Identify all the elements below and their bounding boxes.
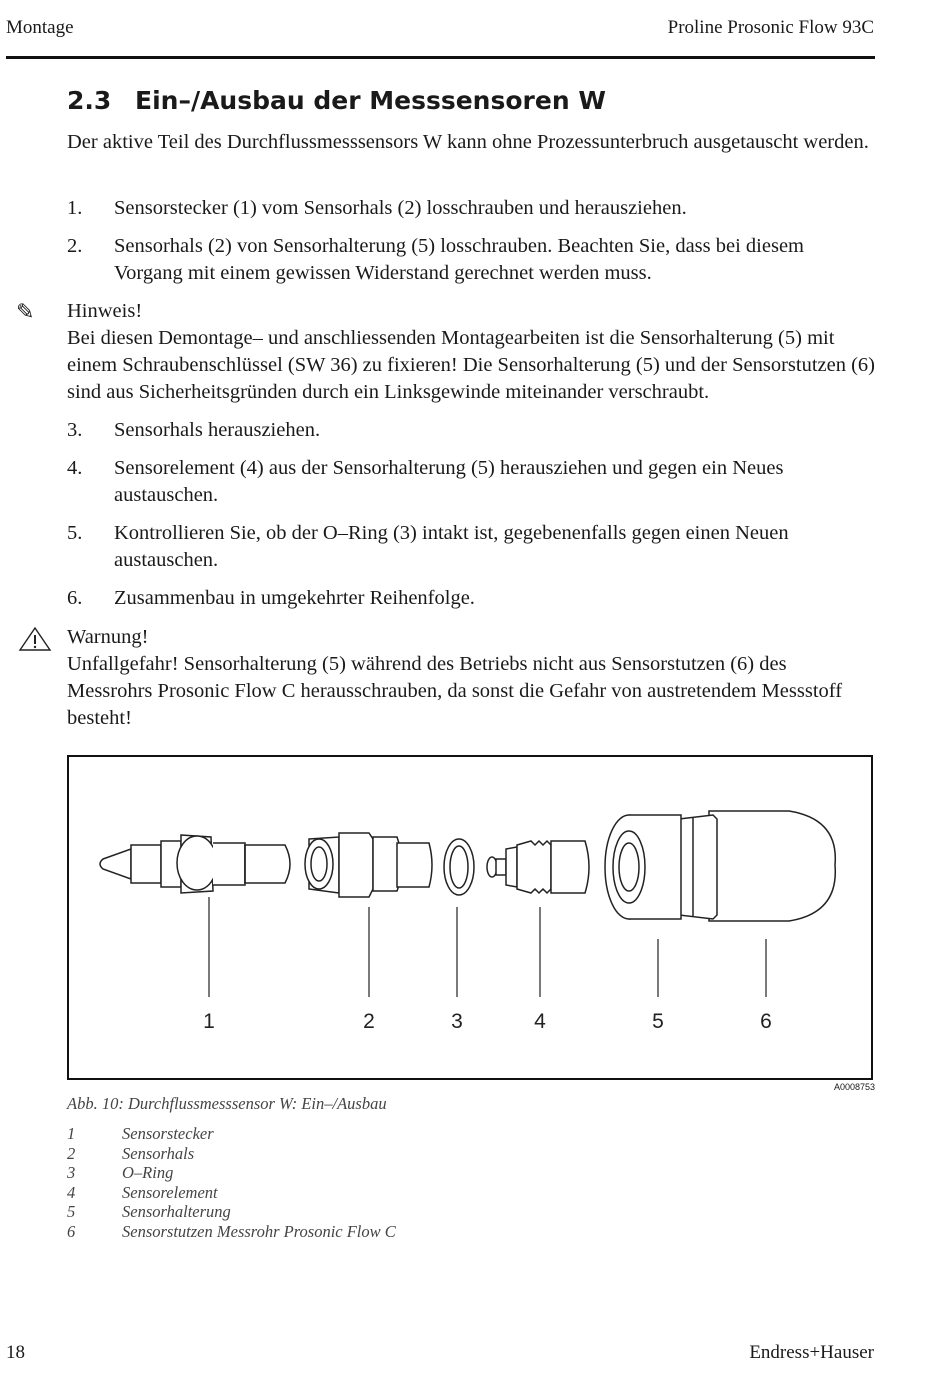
figure-id: A0008753 — [834, 1082, 876, 1092]
step-item — [67, 585, 877, 612]
legend-number: 6 — [67, 1221, 76, 1241]
part-1-sensor-plug — [100, 835, 290, 893]
step-text: Sensorelement (4) aus der Sensorhalterung (5) herausziehen und gegen ein Neues austauschen. — [114, 457, 784, 506]
page-number: 18 — [6, 1342, 25, 1363]
legend-item — [67, 1202, 396, 1222]
legend-text: Sensorstutzen Messrohr Prosonic Flow C — [122, 1221, 396, 1241]
step-number: 3. — [67, 419, 83, 441]
sensor-exploded-drawing — [69, 757, 875, 1082]
step-number: 1. — [67, 197, 83, 219]
brand-name: Endress+Hauser — [749, 1342, 874, 1363]
intro-paragraph: Der aktive Teil des Durchflussmesssensors W kann ohne Prozessunterbruch ausgetauscht werden. — [67, 131, 869, 153]
legend-text: Sensorelement — [122, 1182, 218, 1202]
warning-title: Warnung! — [67, 626, 149, 648]
step-text: Sensorhals herausziehen. — [114, 419, 321, 441]
step-item — [67, 195, 877, 222]
step-text: Zusammenbau in umgekehrter Reihenfolge. — [114, 587, 475, 609]
step-number: 2. — [67, 235, 83, 257]
warning-triangle-icon — [18, 626, 52, 652]
part-2-sensor-neck — [305, 833, 432, 897]
callout-4: 4 — [534, 1010, 546, 1033]
step-item — [67, 455, 877, 509]
step-item — [67, 520, 877, 574]
figure-legend — [67, 1124, 396, 1241]
legend-text: Sensorhalterung — [122, 1202, 231, 1221]
legend-item — [67, 1163, 396, 1183]
callout-3: 3 — [451, 1010, 463, 1033]
legend-text: Sensorstecker — [122, 1124, 214, 1143]
legend-number: 3 — [67, 1163, 76, 1182]
legend-number: 4 — [67, 1182, 76, 1202]
callout-6: 6 — [760, 1010, 772, 1033]
legend-number: 5 — [67, 1202, 76, 1221]
header-rule — [6, 56, 875, 59]
callout-2: 2 — [363, 1010, 375, 1033]
step-number: 6. — [67, 587, 83, 609]
legend-number: 2 — [67, 1143, 76, 1163]
legend-text: O–Ring — [122, 1163, 174, 1182]
legend-item — [67, 1144, 396, 1164]
section-title: Ein–/Ausbau der Messsensoren W — [135, 86, 606, 115]
section-number: 2.3 — [67, 86, 112, 115]
step-text: Kontrollieren Sie, ob der O–Ring (3) intakt ist, gegebenenfalls gegen einen Neuen austauschen. — [114, 522, 789, 571]
step-text: Sensorstecker (1) vom Sensorhals (2) losschrauben und herausziehen. — [114, 197, 687, 219]
sensor-figure — [67, 755, 873, 1080]
warning-text: Unfallgefahr! Sensorhalterung (5) während des Betriebs nicht aus Sensorstutzen (6) des Messrohrs Prosonic Flow C herausschrauben, da sonst die Gefahr von austretendem Messstoff besteht! — [67, 653, 843, 729]
part-4-sensor-element — [487, 841, 589, 893]
step-number: 4. — [67, 457, 83, 479]
legend-text: Sensorhals — [122, 1143, 195, 1163]
steps-list-a — [67, 195, 877, 298]
callout-5: 5 — [652, 1010, 664, 1033]
pencil-icon: ✎ — [16, 299, 35, 324]
note-title: Hinweis! — [67, 300, 143, 322]
legend-number: 1 — [67, 1124, 76, 1143]
callout-1: 1 — [203, 1010, 215, 1033]
note-text: Bei diesen Demontage– und anschliessenden Montagearbeiten ist die Sensorhalterung (5) mit einem Schraubenschlüssel (SW 36) zu fixieren! Die Sensorhalterung (5) und der Sensorstutzen (6) sind aus Sicherheitsgründen durch ein Linksgewinde miteinander verschraubt. — [67, 327, 876, 403]
steps-list-b — [67, 417, 877, 623]
step-number: 5. — [67, 522, 83, 544]
page-header-chapter: Montage — [6, 17, 74, 38]
figure-caption: Abb. 10: Durchflussmesssensor W: Ein–/Ausbau — [67, 1094, 387, 1113]
step-item — [67, 233, 877, 287]
page-header-product: Proline Prosonic Flow 93C — [667, 17, 874, 38]
part-5-6-holder-and-nozzle — [605, 811, 835, 921]
step-item — [67, 417, 877, 444]
legend-item — [67, 1183, 396, 1203]
legend-item — [67, 1124, 396, 1144]
section-heading — [67, 86, 606, 115]
legend-item — [67, 1222, 396, 1242]
part-3-o-ring — [444, 839, 474, 895]
step-text: Sensorhals (2) von Sensorhalterung (5) losschrauben. Beachten Sie, dass bei diesem Vorgang mit einem gewissen Widerstand gerechnet werden muss. — [114, 235, 805, 284]
